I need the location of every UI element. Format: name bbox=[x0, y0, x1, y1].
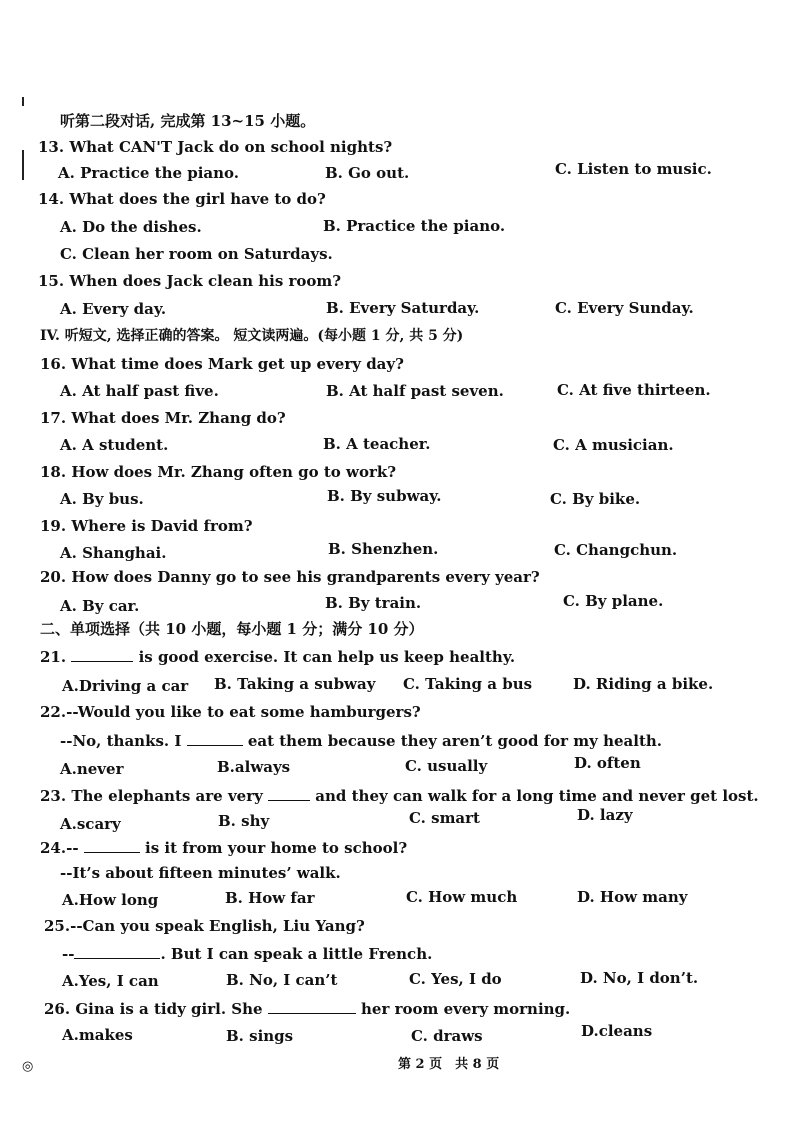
q23-option-a: A.scary bbox=[60, 815, 121, 833]
q25-option-a: A.Yes, I can bbox=[62, 972, 159, 990]
question-16: 16. What time does Mark get up every day? bbox=[40, 355, 404, 373]
q21-option-b: B. Taking a subway bbox=[214, 675, 376, 693]
q26-option-d: D.cleans bbox=[581, 1022, 653, 1040]
q25-option-b: B. No, I can’t bbox=[226, 971, 338, 989]
q24-option-b: B. How far bbox=[225, 889, 315, 907]
q22-option-c: C. usually bbox=[405, 757, 488, 775]
q20-option-c: C. By plane. bbox=[563, 592, 664, 610]
q17-option-c: C. A musician. bbox=[553, 436, 674, 454]
question-21 bbox=[40, 647, 515, 666]
binding-line bbox=[22, 150, 24, 180]
part-4-title: IV. 听短文, 选择正确的答案。 短文读两遍。(每小题 1 分, 共 5 分) bbox=[40, 328, 464, 344]
q21-blank[interactable] bbox=[71, 647, 133, 662]
q18-option-c: C. By bike. bbox=[550, 490, 641, 508]
q16-option-b: B. At half past seven. bbox=[326, 382, 504, 400]
q19-option-c: C. Changchun. bbox=[554, 541, 678, 559]
q23-option-d: D. lazy bbox=[577, 806, 633, 824]
q15-option-c: C. Every Sunday. bbox=[555, 299, 694, 317]
q20-option-a: A. By car. bbox=[60, 597, 140, 615]
q24-option-c: C. How much bbox=[406, 888, 518, 906]
q21-option-c: C. Taking a bus bbox=[403, 675, 533, 693]
part-2-title: 二、单项选择（共 10 小题，每小题 1 分；满分 10 分） bbox=[40, 620, 424, 638]
question-17: 17. What does Mr. Zhang do? bbox=[40, 409, 286, 427]
q16-option-c: C. At five thirteen. bbox=[557, 381, 711, 399]
q23-option-b: B. shy bbox=[218, 812, 270, 830]
question-13: 13. What CAN'T Jack do on school nights? bbox=[38, 138, 393, 156]
q15-option-a: A. Every day. bbox=[60, 300, 167, 318]
q22-line-2: --No, thanks. I eat them because they aren’t good for my health. bbox=[60, 732, 663, 750]
q22-option-d: D. often bbox=[574, 754, 641, 772]
q14-option-b: B. Practice the piano. bbox=[323, 217, 506, 235]
q22-blank[interactable] bbox=[187, 731, 243, 746]
q21-number: 21. bbox=[40, 648, 67, 666]
q26-option-c: C. draws bbox=[411, 1027, 483, 1045]
question-26: 26. Gina is a tidy girl. She her room every morning. bbox=[44, 1000, 571, 1018]
question-14: 14. What does the girl have to do? bbox=[38, 190, 326, 208]
q13-option-a: A. Practice the piano. bbox=[58, 164, 240, 182]
q25-option-c: C. Yes, I do bbox=[409, 970, 502, 988]
q21-text: is good exercise. It can help us keep healthy. bbox=[138, 648, 516, 666]
q15-option-b: B. Every Saturday. bbox=[326, 299, 480, 317]
q25-option-d: D. No, I don’t. bbox=[580, 969, 699, 987]
q19-option-b: B. Shenzhen. bbox=[328, 540, 439, 558]
q19-option-a: A. Shanghai. bbox=[60, 544, 167, 562]
q14-option-c: C. Clean her room on Saturdays. bbox=[60, 245, 333, 263]
q13-option-b: B. Go out. bbox=[325, 164, 410, 182]
question-19: 19. Where is David from? bbox=[40, 517, 253, 535]
q21-option-a: A.Driving a car bbox=[62, 677, 189, 695]
q24-option-d: D. How many bbox=[577, 888, 688, 906]
q20-option-b: B. By train. bbox=[325, 594, 422, 612]
q23-option-c: C. smart bbox=[409, 809, 480, 827]
q22-option-b: B.always bbox=[217, 758, 291, 776]
q17-option-b: B. A teacher. bbox=[323, 435, 431, 453]
question-15: 15. When does Jack clean his room? bbox=[38, 272, 342, 290]
section-intro: 听第二段对话, 完成第 13~15 小题。 bbox=[60, 112, 316, 130]
question-24: 24.-- is it from your home to school? bbox=[40, 839, 408, 857]
q24-line-2: --It’s about fifteen minutes’ walk. bbox=[60, 864, 341, 882]
q26-option-b: B. sings bbox=[226, 1027, 294, 1045]
q26-option-a: A.makes bbox=[62, 1026, 133, 1044]
question-23: 23. The elephants are very and they can walk for a long time and never get lost. bbox=[40, 787, 759, 805]
q18-option-a: A. By bus. bbox=[60, 490, 144, 508]
question-18: 18. How does Mr. Zhang often go to work? bbox=[40, 463, 397, 481]
q26-blank[interactable] bbox=[268, 999, 356, 1014]
q23-blank[interactable] bbox=[268, 786, 310, 801]
question-25: 25.--Can you speak English, Liu Yang? bbox=[44, 917, 365, 935]
corner-mark: ◎ bbox=[22, 1059, 34, 1074]
q13-option-c: C. Listen to music. bbox=[555, 160, 712, 178]
question-20: 20. How does Danny go to see his grandparents every year? bbox=[40, 568, 540, 586]
question-22: 22.--Would you like to eat some hamburgers? bbox=[40, 703, 421, 721]
q21-option-d: D. Riding a bike. bbox=[573, 675, 714, 693]
q17-option-a: A. A student. bbox=[60, 436, 169, 454]
q16-option-a: A. At half past five. bbox=[60, 382, 219, 400]
q14-option-a: A. Do the dishes. bbox=[60, 218, 202, 236]
q24-blank[interactable] bbox=[84, 838, 140, 853]
q25-line-2: -- . But I can speak a little French. bbox=[62, 945, 433, 963]
binding-mark bbox=[22, 97, 24, 106]
q25-blank[interactable] bbox=[74, 944, 160, 959]
q24-option-a: A.How long bbox=[62, 891, 159, 909]
page-footer: 第 2 页 共 8 页 bbox=[398, 1057, 500, 1072]
q22-option-a: A.never bbox=[60, 760, 124, 778]
q18-option-b: B. By subway. bbox=[327, 487, 442, 505]
